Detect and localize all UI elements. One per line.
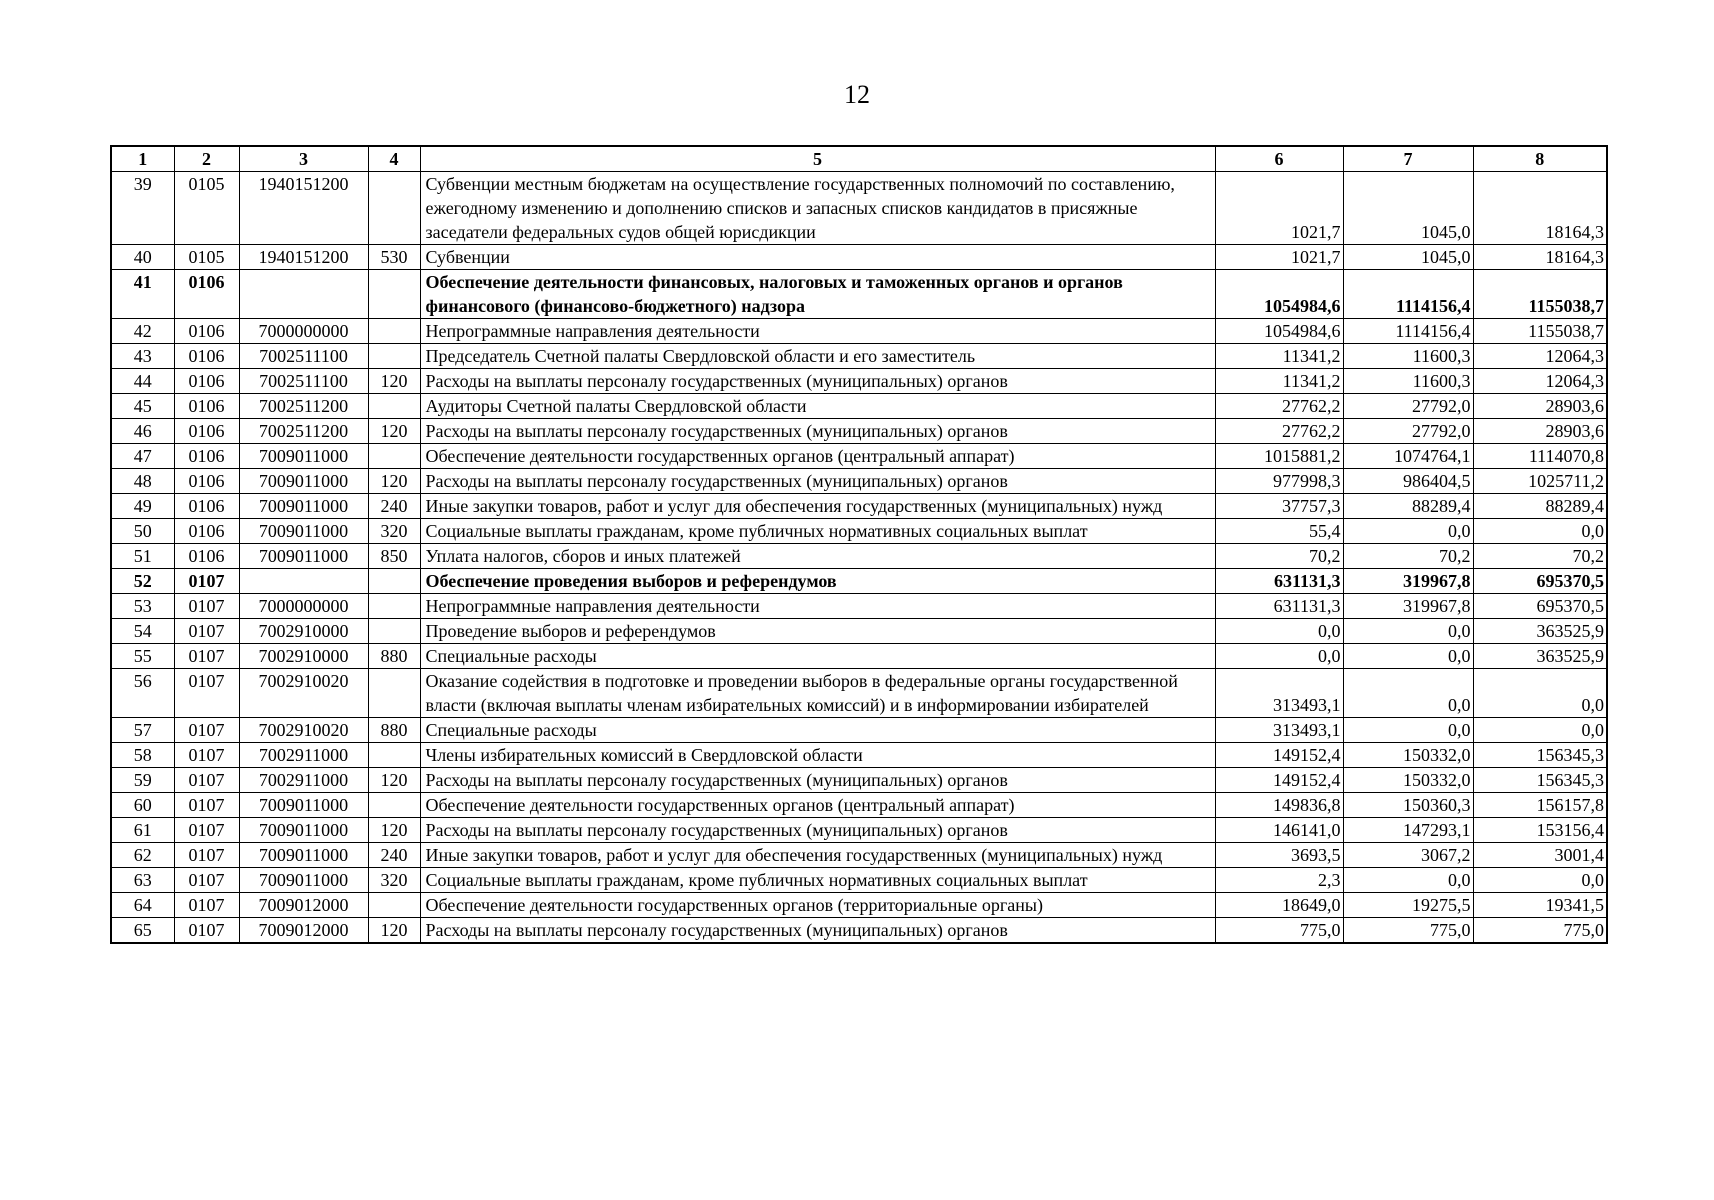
amount-col-6-cell: 0,0 [1215,619,1343,644]
row-number-cell: 54 [111,619,174,644]
amount-col-6-cell: 27762,2 [1215,394,1343,419]
section-code-cell: 0106 [174,369,239,394]
amount-col-7-cell: 88289,4 [1343,494,1473,519]
item-name-cell: Социальные выплаты гражданам, кроме публичных нормативных социальных выплат [420,868,1215,893]
amount-col-8-cell: 363525,9 [1473,619,1607,644]
header-col-5: 5 [420,146,1215,172]
header-col-1: 1 [111,146,174,172]
header-col-2: 2 [174,146,239,172]
amount-col-8-cell: 18164,3 [1473,245,1607,270]
row-number-cell: 48 [111,469,174,494]
table-row [111,494,1607,519]
table-row [111,843,1607,868]
row-number-cell: 52 [111,569,174,594]
page-number: 12 [844,80,870,109]
amount-col-7-cell: 0,0 [1343,718,1473,743]
amount-col-7-cell: 1114156,4 [1343,319,1473,344]
target-article-cell: 7009011000 [239,469,368,494]
table-row [111,669,1607,718]
amount-col-6-cell: 149152,4 [1215,743,1343,768]
amount-col-6-cell: 27762,2 [1215,419,1343,444]
amount-col-7-cell: 150332,0 [1343,743,1473,768]
table-row [111,569,1607,594]
row-number-cell: 55 [111,644,174,669]
expense-type-cell [368,319,420,344]
target-article-cell: 7009011000 [239,818,368,843]
expense-type-cell: 120 [368,419,420,444]
item-name-cell: Проведение выборов и референдумов [420,619,1215,644]
amount-col-7-cell: 0,0 [1343,519,1473,544]
row-number-cell: 49 [111,494,174,519]
amount-col-6-cell: 775,0 [1215,918,1343,944]
amount-col-6-cell: 631131,3 [1215,594,1343,619]
row-number-cell: 58 [111,743,174,768]
section-code-cell: 0107 [174,843,239,868]
row-number-cell: 59 [111,768,174,793]
amount-col-7-cell: 11600,3 [1343,344,1473,369]
expense-type-cell [368,172,420,245]
section-code-cell: 0107 [174,768,239,793]
table-row [111,619,1607,644]
table-row [111,172,1607,245]
expense-type-cell: 120 [368,369,420,394]
expense-type-cell: 530 [368,245,420,270]
expense-type-cell: 120 [368,768,420,793]
amount-col-6-cell: 18649,0 [1215,893,1343,918]
item-name-cell: Специальные расходы [420,718,1215,743]
item-name-cell: Расходы на выплаты персоналу государственных (муниципальных) органов [420,768,1215,793]
row-number-cell: 56 [111,669,174,718]
row-number-cell: 60 [111,793,174,818]
item-name-cell: Расходы на выплаты персоналу государственных (муниципальных) органов [420,818,1215,843]
row-number-cell: 57 [111,718,174,743]
amount-col-8-cell: 0,0 [1473,868,1607,893]
amount-col-8-cell: 1155038,7 [1473,319,1607,344]
section-code-cell: 0107 [174,669,239,718]
expense-type-cell [368,669,420,718]
target-article-cell: 7002910020 [239,669,368,718]
amount-col-6-cell: 146141,0 [1215,818,1343,843]
target-article-cell: 1940151200 [239,172,368,245]
amount-col-6-cell: 313493,1 [1215,718,1343,743]
item-name-cell: Обеспечение проведения выборов и референдумов [420,569,1215,594]
item-name-cell: Обеспечение деятельности государственных органов (центральный аппарат) [420,444,1215,469]
amount-col-6-cell: 1021,7 [1215,172,1343,245]
section-code-cell: 0106 [174,469,239,494]
table-row [111,743,1607,768]
expense-type-cell: 240 [368,843,420,868]
section-code-cell: 0107 [174,793,239,818]
item-name-cell: Аудиторы Счетной палаты Свердловской области [420,394,1215,419]
amount-col-6-cell: 3693,5 [1215,843,1343,868]
section-code-cell: 0106 [174,319,239,344]
expense-type-cell [368,594,420,619]
budget-table [110,145,1608,944]
target-article-cell: 7009012000 [239,918,368,944]
item-name-cell: Субвенции [420,245,1215,270]
amount-col-6-cell: 1015881,2 [1215,444,1343,469]
amount-col-7-cell: 1114156,4 [1343,270,1473,319]
section-code-cell: 0107 [174,743,239,768]
table-row [111,270,1607,319]
amount-col-6-cell: 11341,2 [1215,369,1343,394]
amount-col-8-cell: 3001,4 [1473,843,1607,868]
target-article-cell: 7002511100 [239,369,368,394]
row-number-cell: 45 [111,394,174,419]
target-article-cell: 7002910000 [239,644,368,669]
expense-type-cell [368,270,420,319]
amount-col-6-cell: 2,3 [1215,868,1343,893]
target-article-cell: 7000000000 [239,319,368,344]
table-row [111,594,1607,619]
expense-type-cell [368,569,420,594]
table-row [111,344,1607,369]
amount-col-8-cell: 156345,3 [1473,743,1607,768]
amount-col-7-cell: 0,0 [1343,644,1473,669]
expense-type-cell: 320 [368,519,420,544]
amount-col-7-cell: 27792,0 [1343,394,1473,419]
amount-col-8-cell: 775,0 [1473,918,1607,944]
amount-col-7-cell: 775,0 [1343,918,1473,944]
target-article-cell: 7009011000 [239,868,368,893]
target-article-cell: 7002911000 [239,768,368,793]
expense-type-cell: 120 [368,469,420,494]
header-row [111,146,1607,172]
amount-col-6-cell: 1021,7 [1215,245,1343,270]
amount-col-8-cell: 12064,3 [1473,344,1607,369]
row-number-cell: 65 [111,918,174,944]
header-col-6: 6 [1215,146,1343,172]
amount-col-7-cell: 1074764,1 [1343,444,1473,469]
section-code-cell: 0106 [174,544,239,569]
table-row [111,918,1607,944]
amount-col-6-cell: 1054984,6 [1215,270,1343,319]
row-number-cell: 51 [111,544,174,569]
table-row [111,519,1607,544]
amount-col-7-cell: 0,0 [1343,669,1473,718]
table-row [111,793,1607,818]
item-name-cell: Субвенции местным бюджетам на осуществление государственных полномочий по составлению, ежегодному изменению и дополнению списков и запасных списков кандидатов в присяжные заседатели федеральных судов общей юрисдикции [420,172,1215,245]
section-code-cell: 0107 [174,619,239,644]
amount-col-8-cell: 88289,4 [1473,494,1607,519]
table-row [111,245,1607,270]
item-name-cell: Социальные выплаты гражданам, кроме публичных нормативных социальных выплат [420,519,1215,544]
amount-col-8-cell: 695370,5 [1473,594,1607,619]
amount-col-7-cell: 0,0 [1343,619,1473,644]
row-number-cell: 41 [111,270,174,319]
expense-type-cell: 880 [368,644,420,669]
amount-col-6-cell: 0,0 [1215,644,1343,669]
target-article-cell: 7002511200 [239,419,368,444]
expense-type-cell [368,793,420,818]
target-article-cell: 7000000000 [239,594,368,619]
section-code-cell: 0107 [174,818,239,843]
item-name-cell: Расходы на выплаты персоналу государственных (муниципальных) органов [420,419,1215,444]
amount-col-8-cell: 28903,6 [1473,419,1607,444]
amount-col-8-cell: 1155038,7 [1473,270,1607,319]
expense-type-cell [368,619,420,644]
amount-col-7-cell: 319967,8 [1343,594,1473,619]
section-code-cell: 0106 [174,494,239,519]
item-name-cell: Иные закупки товаров, работ и услуг для обеспечения государственных (муниципальных) нужд [420,843,1215,868]
section-code-cell: 0105 [174,245,239,270]
table-row [111,419,1607,444]
row-number-cell: 40 [111,245,174,270]
row-number-cell: 46 [111,419,174,444]
expense-type-cell: 120 [368,918,420,944]
expense-type-cell [368,344,420,369]
item-name-cell: Оказание содействия в подготовке и проведении выборов в федеральные органы государственной власти (включая выплаты членам избирательных комиссий) и в информировании избирателей [420,669,1215,718]
item-name-cell: Председатель Счетной палаты Свердловской области и его заместитель [420,344,1215,369]
amount-col-6-cell: 70,2 [1215,544,1343,569]
row-number-cell: 42 [111,319,174,344]
target-article-cell: 7002911000 [239,743,368,768]
item-name-cell: Обеспечение деятельности государственных органов (территориальные органы) [420,893,1215,918]
table-row [111,768,1607,793]
section-code-cell: 0105 [174,172,239,245]
table-row [111,818,1607,843]
amount-col-6-cell: 631131,3 [1215,569,1343,594]
section-code-cell: 0106 [174,270,239,319]
target-article-cell: 7009012000 [239,893,368,918]
amount-col-7-cell: 150332,0 [1343,768,1473,793]
amount-col-8-cell: 0,0 [1473,519,1607,544]
expense-type-cell: 880 [368,718,420,743]
amount-col-7-cell: 147293,1 [1343,818,1473,843]
table-row [111,469,1607,494]
amount-col-7-cell: 1045,0 [1343,172,1473,245]
item-name-cell: Расходы на выплаты персоналу государственных (муниципальных) органов [420,469,1215,494]
item-name-cell: Специальные расходы [420,644,1215,669]
item-name-cell: Уплата налогов, сборов и иных платежей [420,544,1215,569]
table-body [111,172,1607,944]
amount-col-7-cell: 27792,0 [1343,419,1473,444]
table-row [111,868,1607,893]
amount-col-7-cell: 319967,8 [1343,569,1473,594]
item-name-cell: Обеспечение деятельности финансовых, налоговых и таможенных органов и органов финансового (финансово-бюджетного) надзора [420,270,1215,319]
amount-col-7-cell: 11600,3 [1343,369,1473,394]
row-number-cell: 43 [111,344,174,369]
amount-col-7-cell: 3067,2 [1343,843,1473,868]
target-article-cell: 7009011000 [239,544,368,569]
amount-col-8-cell: 12064,3 [1473,369,1607,394]
amount-col-8-cell: 156157,8 [1473,793,1607,818]
target-article-cell: 7009011000 [239,843,368,868]
row-number-cell: 62 [111,843,174,868]
amount-col-8-cell: 363525,9 [1473,644,1607,669]
target-article-cell: 7009011000 [239,444,368,469]
item-name-cell: Расходы на выплаты персоналу государственных (муниципальных) органов [420,369,1215,394]
row-number-cell: 47 [111,444,174,469]
row-number-cell: 39 [111,172,174,245]
table-row [111,394,1607,419]
section-code-cell: 0107 [174,718,239,743]
target-article-cell: 7002511100 [239,344,368,369]
target-article-cell: 1940151200 [239,245,368,270]
section-code-cell: 0107 [174,918,239,944]
amount-col-8-cell: 0,0 [1473,718,1607,743]
table-row [111,718,1607,743]
amount-col-7-cell: 0,0 [1343,868,1473,893]
header-col-4: 4 [368,146,420,172]
amount-col-7-cell: 19275,5 [1343,893,1473,918]
amount-col-6-cell: 11341,2 [1215,344,1343,369]
table-row [111,544,1607,569]
item-name-cell: Обеспечение деятельности государственных органов (центральный аппарат) [420,793,1215,818]
item-name-cell: Члены избирательных комиссий в Свердловской области [420,743,1215,768]
amount-col-8-cell: 18164,3 [1473,172,1607,245]
amount-col-8-cell: 695370,5 [1473,569,1607,594]
table-row [111,444,1607,469]
section-code-cell: 0106 [174,444,239,469]
amount-col-8-cell: 153156,4 [1473,818,1607,843]
row-number-cell: 63 [111,868,174,893]
target-article-cell: 7009011000 [239,519,368,544]
amount-col-8-cell: 1114070,8 [1473,444,1607,469]
expense-type-cell [368,444,420,469]
target-article-cell [239,569,368,594]
section-code-cell: 0107 [174,569,239,594]
table-row [111,893,1607,918]
section-code-cell: 0107 [174,594,239,619]
section-code-cell: 0107 [174,644,239,669]
amount-col-6-cell: 149152,4 [1215,768,1343,793]
amount-col-8-cell: 70,2 [1473,544,1607,569]
expense-type-cell: 320 [368,868,420,893]
amount-col-6-cell: 149836,8 [1215,793,1343,818]
expense-type-cell: 850 [368,544,420,569]
amount-col-6-cell: 1054984,6 [1215,319,1343,344]
amount-col-6-cell: 313493,1 [1215,669,1343,718]
header-col-3: 3 [239,146,368,172]
header-col-8: 8 [1473,146,1607,172]
section-code-cell: 0107 [174,868,239,893]
row-number-cell: 61 [111,818,174,843]
target-article-cell: 7009011000 [239,494,368,519]
target-article-cell [239,270,368,319]
expense-type-cell: 240 [368,494,420,519]
amount-col-8-cell: 28903,6 [1473,394,1607,419]
target-article-cell: 7002910000 [239,619,368,644]
expense-type-cell [368,893,420,918]
table-row [111,644,1607,669]
amount-col-7-cell: 1045,0 [1343,245,1473,270]
section-code-cell: 0106 [174,419,239,444]
amount-col-8-cell: 156345,3 [1473,768,1607,793]
expense-type-cell [368,394,420,419]
target-article-cell: 7009011000 [239,793,368,818]
section-code-cell: 0107 [174,893,239,918]
amount-col-8-cell: 0,0 [1473,669,1607,718]
amount-col-7-cell: 70,2 [1343,544,1473,569]
amount-col-7-cell: 986404,5 [1343,469,1473,494]
header-col-7: 7 [1343,146,1473,172]
expense-type-cell [368,743,420,768]
amount-col-6-cell: 55,4 [1215,519,1343,544]
section-code-cell: 0106 [174,519,239,544]
row-number-cell: 50 [111,519,174,544]
section-code-cell: 0106 [174,344,239,369]
amount-col-8-cell: 1025711,2 [1473,469,1607,494]
target-article-cell: 7002910020 [239,718,368,743]
row-number-cell: 64 [111,893,174,918]
amount-col-8-cell: 19341,5 [1473,893,1607,918]
amount-col-7-cell: 150360,3 [1343,793,1473,818]
table-row [111,369,1607,394]
expense-type-cell: 120 [368,818,420,843]
item-name-cell: Расходы на выплаты персоналу государственных (муниципальных) органов [420,918,1215,944]
amount-col-6-cell: 37757,3 [1215,494,1343,519]
item-name-cell: Непрограммные направления деятельности [420,594,1215,619]
target-article-cell: 7002511200 [239,394,368,419]
table-row [111,319,1607,344]
item-name-cell: Иные закупки товаров, работ и услуг для обеспечения государственных (муниципальных) нужд [420,494,1215,519]
row-number-cell: 53 [111,594,174,619]
amount-col-6-cell: 977998,3 [1215,469,1343,494]
item-name-cell: Непрограммные направления деятельности [420,319,1215,344]
section-code-cell: 0106 [174,394,239,419]
row-number-cell: 44 [111,369,174,394]
